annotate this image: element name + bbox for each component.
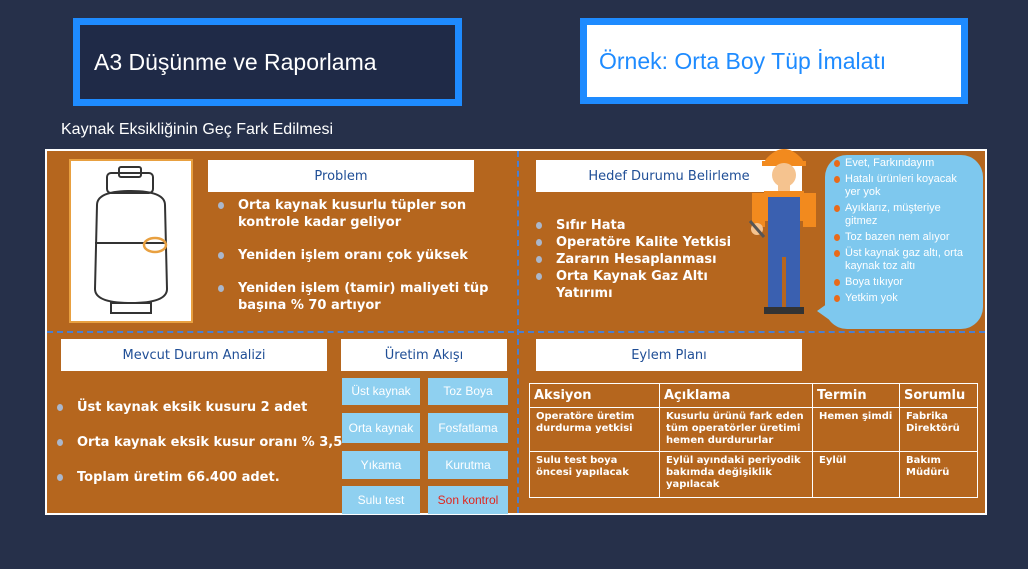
column-header: Açıklama bbox=[660, 384, 813, 408]
list-item: Üst kaynak eksik kusuru 2 adet bbox=[55, 399, 345, 416]
subtitle: Kaynak Eksikliğinin Geç Fark Edilmesi bbox=[61, 121, 334, 138]
flow-step-highlight: Son kontrol bbox=[428, 486, 508, 514]
flow-step: Orta kaynak bbox=[342, 413, 420, 443]
list-item: Orta kaynak kusurlu tüpler son kontrole kadar geliyor bbox=[216, 197, 506, 231]
column-header: Aksiyon bbox=[530, 384, 660, 408]
title-left bbox=[73, 18, 462, 106]
plan-header: Eylem Planı bbox=[536, 339, 802, 371]
a3-board bbox=[45, 149, 987, 515]
list-item: Yeniden işlem oranı çok yüksek bbox=[216, 247, 506, 264]
table-cell: Eylül ayındaki periyodik bakımda değişiklik yapılacak bbox=[660, 452, 813, 498]
title-right-text: Örnek: Orta Boy Tüp İmalatı bbox=[599, 47, 887, 74]
table-cell: Sulu test boya öncesi yapılacak bbox=[530, 452, 660, 498]
target-header: Hedef Durumu Belirleme bbox=[536, 160, 802, 192]
table-cell: Eylül bbox=[813, 452, 900, 498]
title-left-text: A3 Düşünme ve Raporlama bbox=[94, 48, 377, 75]
flow-step: Sulu test bbox=[342, 486, 420, 514]
flow-step: Üst kaynak bbox=[342, 378, 420, 405]
list-item: Toplam üretim 66.400 adet. bbox=[55, 469, 345, 486]
list-item: Üst kaynak gaz altı, orta kaynak toz altı bbox=[845, 247, 975, 273]
list-item: Boya tıkıyor bbox=[845, 276, 975, 289]
table-row bbox=[530, 452, 978, 498]
problem-header: Problem bbox=[208, 160, 474, 192]
table-cell: Operatöre üretim durdurma yetkisi bbox=[530, 408, 660, 452]
list-item: Operatöre Kalite Yetkisi bbox=[534, 234, 744, 251]
list-item: Yeniden işlem (tamir) maliyeti tüp başına % 70 artıyor bbox=[216, 280, 506, 314]
list-item: Evet, Farkındayım bbox=[845, 157, 975, 170]
table-row bbox=[530, 408, 978, 452]
list-item: Toz bazen nem alıyor bbox=[845, 231, 975, 244]
bubble-list bbox=[825, 155, 983, 305]
table-cell: Fabrika Direktörü bbox=[900, 408, 978, 452]
column-header: Termin bbox=[813, 384, 900, 408]
title-right bbox=[580, 18, 968, 104]
column-header: Sorumlu bbox=[900, 384, 978, 408]
worker-illustration bbox=[744, 141, 824, 321]
problem-list bbox=[216, 197, 506, 314]
list-item: Zararın Hesaplanması bbox=[534, 251, 744, 268]
flow-step: Kurutma bbox=[428, 451, 508, 479]
list-item: Orta Kaynak Gaz Altı Yatırımı bbox=[534, 268, 744, 302]
table-header-row bbox=[530, 384, 978, 408]
list-item: Ayıklarız, müşteriye gitmez bbox=[845, 202, 975, 228]
list-item: Hatalı ürünleri koyacak yer yok bbox=[845, 173, 975, 199]
flow-step: Fosfatlama bbox=[428, 413, 508, 443]
current-header: Mevcut Durum Analizi bbox=[61, 339, 327, 371]
flow-step: Yıkama bbox=[342, 451, 420, 479]
table-cell: Kusurlu ürünü fark eden tüm operatörler üretimi hemen durdururlar bbox=[660, 408, 813, 452]
target-list bbox=[534, 217, 744, 302]
list-item: Orta kaynak eksik kusur oranı % 3,5 bbox=[55, 434, 345, 451]
gas-tank-illustration bbox=[69, 159, 193, 323]
horizontal-divider bbox=[47, 331, 985, 333]
action-plan-table bbox=[529, 383, 978, 498]
list-item: Yetkim yok bbox=[845, 292, 975, 305]
flow-step: Toz Boya bbox=[428, 378, 508, 405]
current-list bbox=[55, 399, 345, 486]
table-cell: Bakım Müdürü bbox=[900, 452, 978, 498]
list-item: Sıfır Hata bbox=[534, 217, 744, 234]
flow-header: Üretim Akışı bbox=[341, 339, 507, 371]
speech-bubble bbox=[825, 155, 983, 329]
table-cell: Hemen şimdi bbox=[813, 408, 900, 452]
